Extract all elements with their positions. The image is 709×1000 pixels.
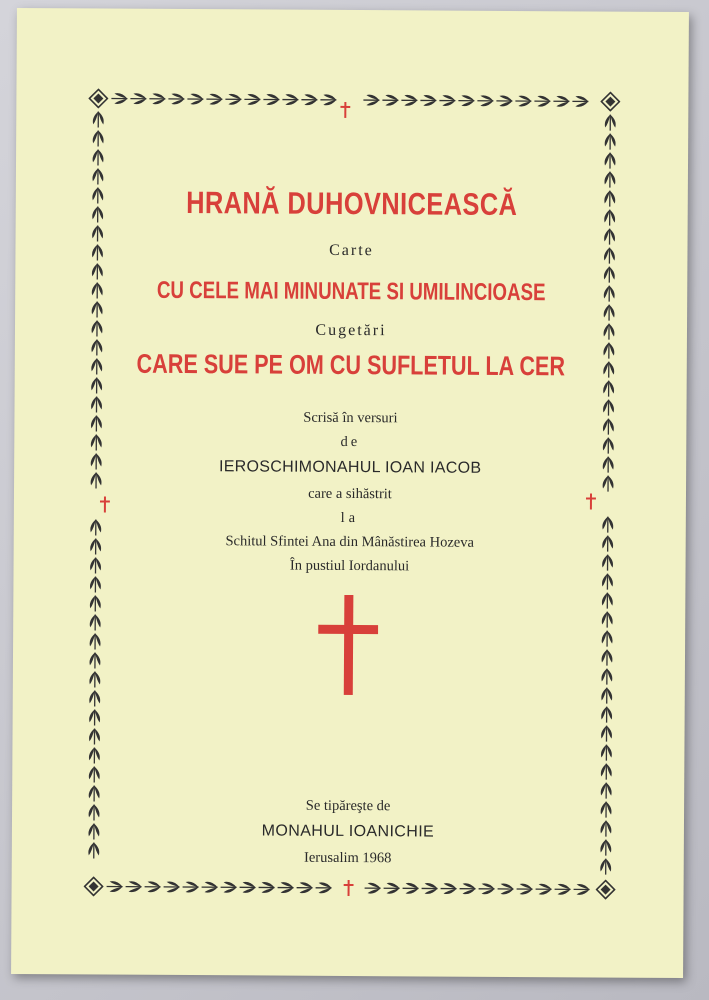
author-name: IEROSCHIMONAHUL IOAN IACOB <box>218 458 482 477</box>
publisher-name: MONAHUL IOANICHIE <box>261 822 435 841</box>
written-in-verse: Scrisă în versuri <box>303 409 398 427</box>
hermitage-location: Schitul Sfintei Ana din Mânăstirea Hozeva <box>225 533 474 551</box>
desert-location: În pustiul Iordanului <box>289 557 410 575</box>
subtitle-line-2: CU CELE MAI MINUNATE SI UMILINCIOASE <box>156 276 546 307</box>
book-title-page <box>11 8 689 978</box>
cross-icon <box>340 102 350 118</box>
place-and-year: Ierusalim 1968 <box>304 849 392 867</box>
subtitle-line-3: CARE SUE PE OM CU SUFLETUL LA CER <box>136 348 566 382</box>
cross-icon <box>344 880 354 896</box>
printed-by-label: Se tipăreşte de <box>305 797 391 815</box>
at-label: la <box>340 509 360 527</box>
by-label: de <box>340 433 361 451</box>
subtitle-carte: Carte <box>329 241 374 260</box>
author-description: care a sihăstrit <box>308 485 392 503</box>
book-title: HRANĂ DUHOVNICEASCĂ <box>186 184 518 223</box>
cross-icon <box>318 595 379 695</box>
subtitle-cugetari: Cugetări <box>315 321 387 340</box>
